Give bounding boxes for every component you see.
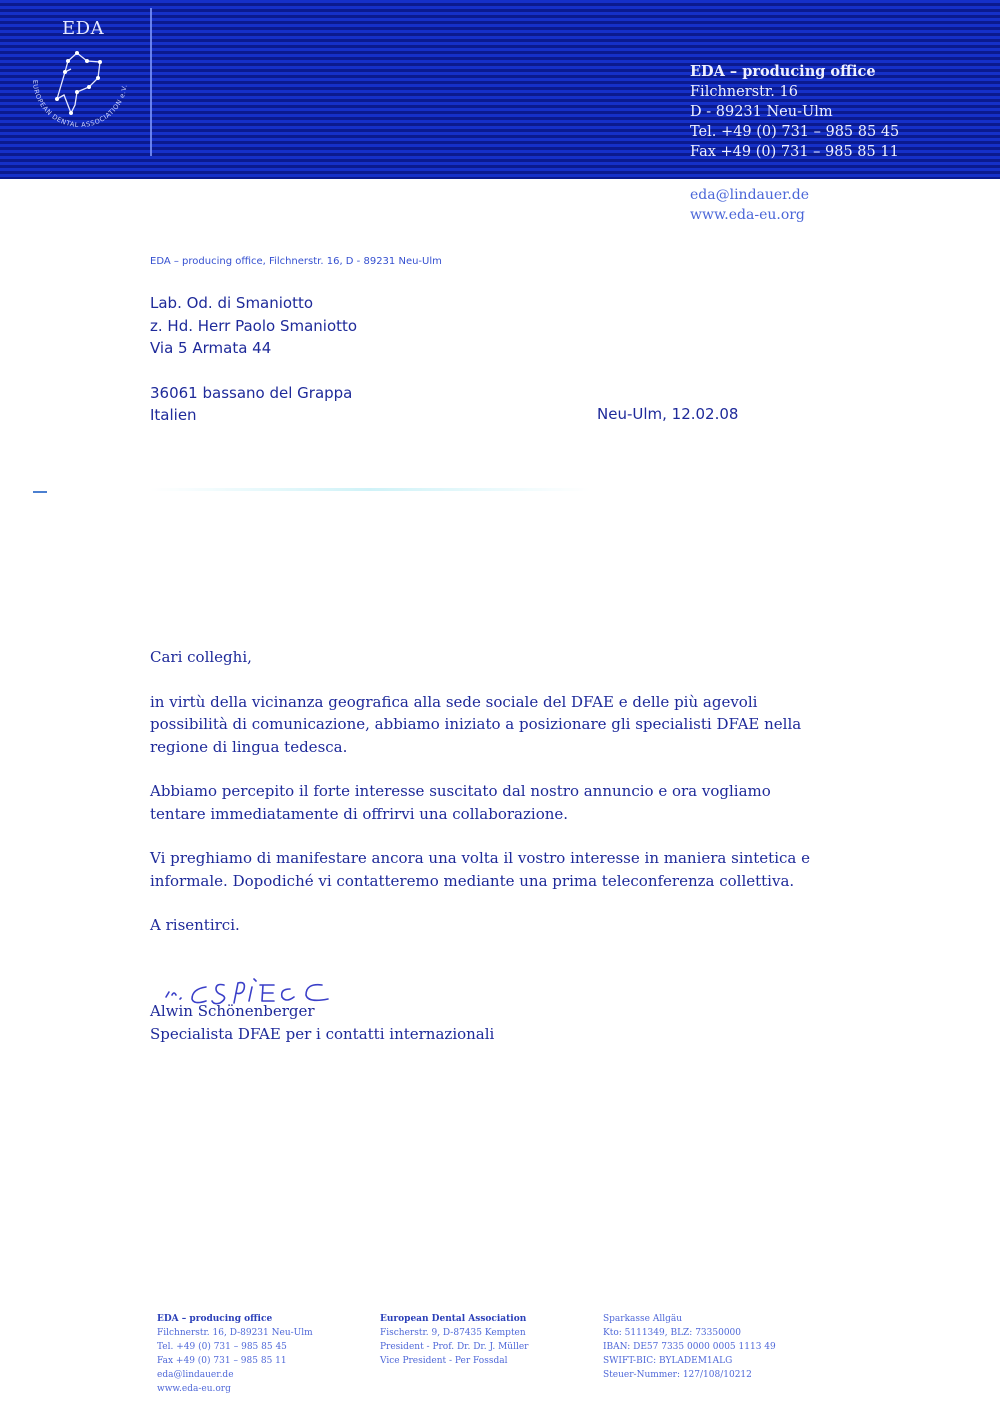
svg-text:EUROPEAN DENTAL ASSOCIATION e.: [31, 80, 129, 129]
body-paragraph: in virtù della vicinanza geografica alla sede sociale del DFAE e delle più agevoli possibilità di comunicazione, abbiamo iniziato a posizionare gli specialisti DFAE nella regione di lingua tedesca.: [150, 692, 802, 756]
office-title: EDA – producing office: [690, 63, 876, 80]
footer-email-link[interactable]: eda@lindauer.de: [157, 1370, 234, 1380]
recipient-address: [150, 292, 357, 427]
footer-line: President - Prof. Dr. Dr. J. Müller: [380, 1342, 529, 1352]
footer-line: SWIFT-BIC: BYLADEM1ALG: [603, 1356, 733, 1366]
letterhead-divider: [150, 8, 152, 156]
recipient-city: 36061 bassano del Grappa: [150, 383, 353, 402]
logo-ring-text: EUROPEAN DENTAL ASSOCIATION e.V.: [30, 79, 129, 130]
footer-bank: [603, 1312, 776, 1382]
office-tel: Tel. +49 (0) 731 – 985 85 45: [690, 124, 900, 140]
signer-title: Specialista DFAE per i contatti internazionali: [150, 1024, 495, 1043]
body-paragraph: Abbiamo percepito il forte interesse suscitato dal nostro annuncio e ora vogliamo tentare immediatamente di offrirvi una collaborazione.: [150, 782, 771, 823]
recipient-country: Italien: [150, 406, 197, 424]
letter-date: Neu-Ulm, 12.02.08: [597, 405, 739, 423]
footer-line: Filchnerstr. 16, D-89231 Neu-Ulm: [157, 1328, 313, 1338]
eda-logo-text: EDA: [62, 18, 105, 39]
footer-association: [380, 1312, 528, 1368]
scan-artifact: [150, 488, 590, 491]
recipient-line: Via 5 Armata 44: [150, 339, 272, 357]
signer-block: [150, 1000, 494, 1045]
office-street: Filchnerstr. 16: [690, 84, 798, 100]
footer-line: Vice President - Per Fossdal: [380, 1356, 508, 1366]
sender-return-address: EDA – producing office, Filchnerstr. 16, D - 89231 Neu-Ulm: [150, 256, 442, 267]
office-fax: Fax +49 (0) 731 – 985 85 11: [690, 144, 899, 160]
footer-website-link[interactable]: www.eda-eu.org: [157, 1384, 231, 1394]
footer-line: Fax +49 (0) 731 – 985 85 11: [157, 1356, 287, 1366]
footer-office: [157, 1312, 313, 1396]
website-link[interactable]: www.eda-eu.org: [690, 207, 805, 223]
footer-line: Kto: 5111349, BLZ: 73350000: [603, 1328, 742, 1338]
email-link[interactable]: eda@lindauer.de: [690, 187, 810, 203]
salutation: Cari colleghi,: [150, 648, 252, 666]
recipient-line: Lab. Od. di Smaniotto: [150, 294, 314, 312]
letter-body: [150, 646, 810, 959]
letterhead-contact: [690, 62, 899, 162]
footer-line: IBAN: DE57 7335 0000 0005 1113 49: [603, 1342, 776, 1352]
footer-office-title: EDA – producing office: [157, 1314, 273, 1324]
fold-mark: [33, 491, 47, 493]
footer-line: Tel. +49 (0) 731 – 985 85 45: [157, 1342, 287, 1352]
office-city: D - 89231 Neu-Ulm: [690, 104, 833, 120]
footer-line: Steuer-Nummer: 127/108/10212: [603, 1370, 752, 1380]
footer-association-title: European Dental Association: [380, 1314, 527, 1324]
eda-tooth-logo-icon: [25, 45, 135, 140]
letterhead-web: [690, 185, 809, 225]
footer-line: Fischerstr. 9, D-87435 Kempten: [380, 1328, 526, 1338]
recipient-line: z. Hd. Herr Paolo Smaniotto: [150, 316, 358, 335]
signer-name: Alwin Schönenberger: [150, 1002, 315, 1020]
closing: A risentirci.: [150, 916, 240, 934]
footer-bank-title: Sparkasse Allgäu: [603, 1314, 683, 1324]
body-paragraph: Vi preghiamo di manifestare ancora una volta il vostro interesse in maniera sintetica e informale. Dopodiché vi contatteremo mediante una prima teleconferenza collettiva.: [150, 849, 810, 890]
